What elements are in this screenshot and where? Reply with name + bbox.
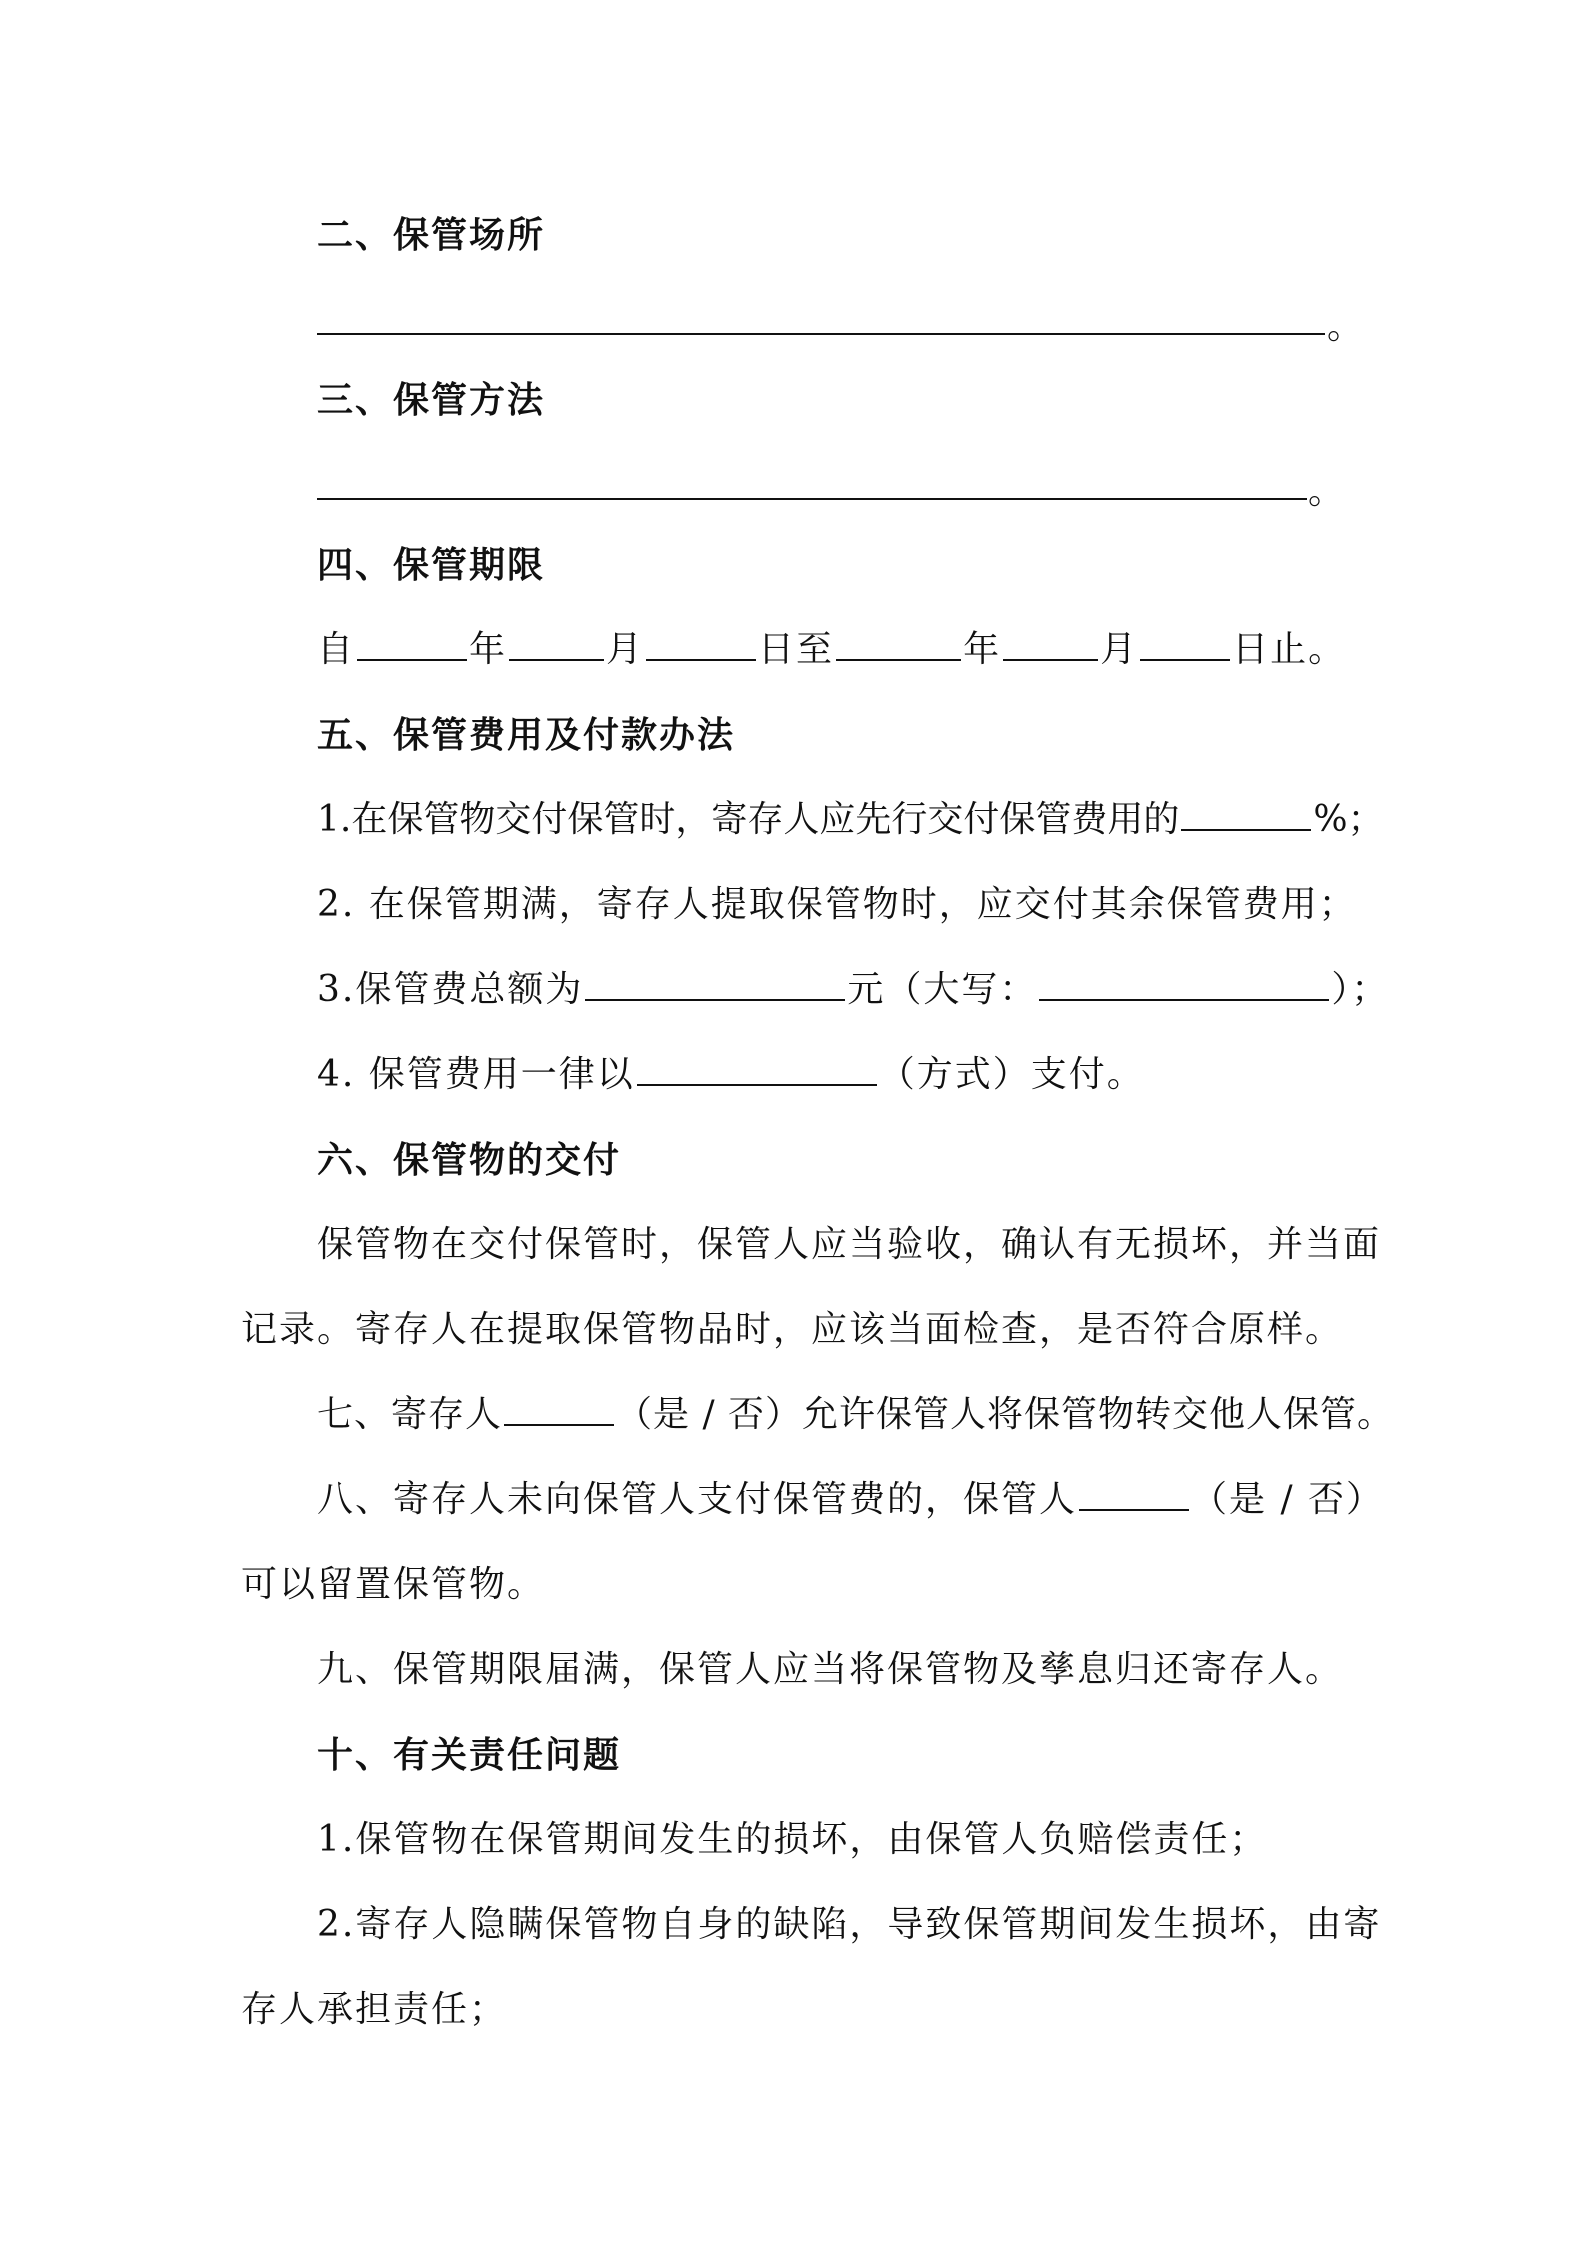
- item-3-text: 3.保管费总额为: [317, 969, 584, 1010]
- section-5-item-2: 2. 在保管期满，寄存人提取保管物时，应交付其余保管费用；: [317, 884, 1357, 925]
- section-8-suffix: （是 / 否）: [1191, 1479, 1385, 1520]
- section-10-item-1: 1.保管物在保管期间发生的损坏，由保管人负赔偿责任；: [317, 1819, 1268, 1860]
- section-10-item-2-line-2: 存人承担责任；: [241, 1989, 508, 2030]
- section-5-title: 五、保管费用及付款办法: [317, 714, 736, 756]
- section-8-line-1: [317, 1475, 1384, 1525]
- section-7-suffix: （是 / 否）允许保管人将保管物转交他人保管。: [616, 1394, 1395, 1435]
- month-label-2: 月: [1100, 629, 1139, 670]
- total-fee-capital-blank: [1039, 965, 1329, 1001]
- section-5-item-1: [317, 795, 1384, 845]
- section-8-text: 八、寄存人未向保管人支付保管费的，保管人: [317, 1479, 1078, 1520]
- section-6-paragraph-line-1: 保管物在交付保管时，保管人应当验收，确认有无损坏，并当面: [317, 1224, 1382, 1265]
- section-2-period: 。: [1327, 306, 1364, 347]
- section-10-title: 十、有关责任问题: [317, 1734, 622, 1776]
- section-8-line-2: 可以留置保管物。: [241, 1564, 546, 1605]
- end-month-blank: [1003, 625, 1098, 661]
- section-9: 九、保管期限届满，保管人应当将保管物及孳息归还寄存人。: [317, 1649, 1344, 1690]
- day-end-label: 日止。: [1232, 629, 1347, 670]
- day-to-label: 日至: [758, 629, 835, 670]
- item-3-middle: 元（大写：: [847, 969, 1038, 1010]
- start-year-blank: [357, 625, 467, 661]
- section-2-blank-line: [317, 333, 1325, 335]
- item-3-suffix: ）；: [1331, 969, 1390, 1010]
- section-4-date-line: [317, 625, 1346, 675]
- section-7-text: 七、寄存人: [317, 1394, 503, 1435]
- section-8-blank: [1079, 1475, 1189, 1511]
- section-6-title: 六、保管物的交付: [317, 1139, 622, 1181]
- section-4-title: 四、保管期限: [317, 544, 546, 586]
- start-day-blank: [646, 625, 756, 661]
- month-label: 月: [606, 629, 645, 670]
- item-4-suffix: （方式）支付。: [878, 1054, 1145, 1095]
- section-7: [317, 1390, 1394, 1440]
- item-4-text: 4. 保管费用一律以: [317, 1054, 635, 1095]
- date-from-label: 自: [317, 629, 356, 670]
- end-year-blank: [836, 625, 961, 661]
- start-month-blank: [509, 625, 604, 661]
- year-label-2: 年: [963, 629, 1002, 670]
- payment-method-blank: [637, 1050, 877, 1086]
- item-1-text: 1.在保管物交付保管时，寄存人应先行交付保管费用的: [317, 799, 1180, 840]
- section-2-title: 二、保管场所: [317, 214, 546, 256]
- section-5-item-4: [317, 1050, 1145, 1100]
- section-5-item-3: [317, 965, 1389, 1015]
- section-3-blank-line: [317, 498, 1307, 500]
- prepay-percent-blank: [1181, 795, 1311, 831]
- item-1-suffix: %；: [1313, 799, 1384, 840]
- section-10-item-2-line-1: 2.寄存人隐瞒保管物自身的缺陷，导致保管期间发生损坏，由寄: [317, 1904, 1382, 1945]
- section-7-blank: [504, 1390, 614, 1426]
- total-fee-blank: [585, 965, 845, 1001]
- end-day-blank: [1140, 625, 1230, 661]
- section-3-title: 三、保管方法: [317, 379, 546, 421]
- section-3-period: 。: [1308, 471, 1345, 512]
- year-label: 年: [469, 629, 508, 670]
- section-6-paragraph-line-2: 记录。寄存人在提取保管物品时，应该当面检查，是否符合原样。: [241, 1309, 1344, 1350]
